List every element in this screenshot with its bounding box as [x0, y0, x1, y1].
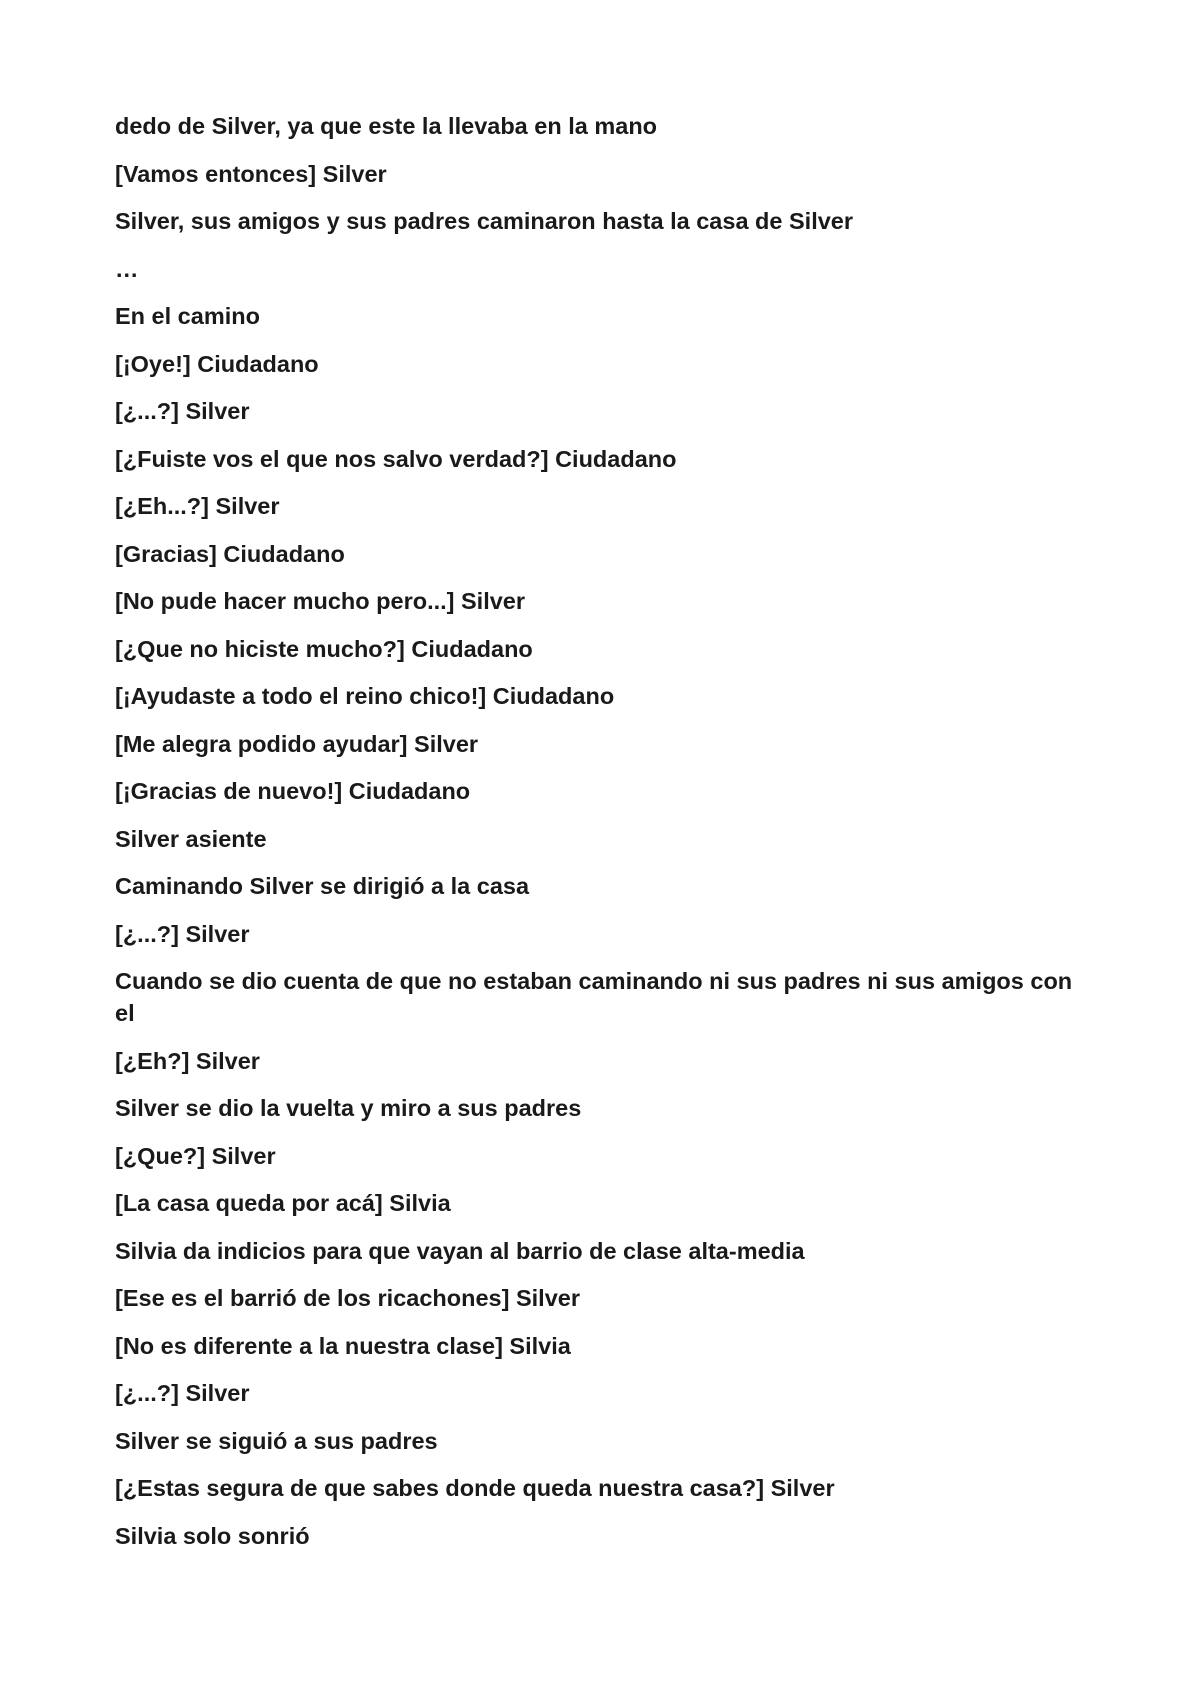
- text-line: [No es diferente a la nuestra clase] Silvia: [115, 1332, 571, 1359]
- text-line: [Gracias] Ciudadano: [115, 540, 345, 567]
- text-line: [Vamos entonces] Silver: [115, 160, 387, 187]
- text-line: Cuando se dio cuenta de que no estaban caminando ni sus padres ni sus amigos con el: [115, 968, 1073, 1026]
- text-line: Silver, sus amigos y sus padres caminaron hasta la casa de Silver: [115, 208, 854, 234]
- text-line: [¿Eh?] Silver: [115, 1047, 260, 1074]
- text-line: En el camino: [115, 303, 260, 329]
- text-line: [¿...?] Silver: [115, 920, 250, 947]
- text-line: Silver asiente: [115, 825, 267, 852]
- text-line: [Ese es el barrió de los ricachones] Silver: [115, 1285, 580, 1311]
- text-line: [No pude hacer mucho pero...] Silver: [115, 588, 526, 614]
- text-line: [La casa queda por acá] Silvia: [115, 1190, 451, 1216]
- text-line: [¡Gracias de nuevo!] Ciudadano: [115, 778, 471, 804]
- text-line: Silvia da indicios para que vayan al barrio de clase alta-media: [115, 1237, 805, 1264]
- text-line: …: [115, 255, 139, 282]
- text-line: [¿Fuiste vos el que nos salvo verdad?] Ciudadano: [115, 445, 677, 472]
- text-line: [¿...?] Silver: [115, 398, 250, 424]
- text-line: [¡Oye!] Ciudadano: [115, 350, 319, 377]
- text-line: [¿Que no hiciste mucho?] Ciudadano: [115, 635, 533, 662]
- text-line: Silver se dio la vuelta y miro a sus padres: [115, 1095, 582, 1121]
- document-body: [115, 110, 1075, 1567]
- text-line: [¿Que?] Silver: [115, 1142, 276, 1169]
- text-line: [¿Estas segura de que sabes donde queda nuestra casa?] Silver: [115, 1475, 835, 1501]
- text-line: [¿...?] Silver: [115, 1380, 250, 1406]
- text-line: Silvia solo sonrió: [115, 1522, 310, 1549]
- text-line: dedo de Silver, ya que este la llevaba en la mano: [115, 113, 658, 139]
- text-line: [Me alegra podido ayudar] Silver: [115, 730, 479, 757]
- text-line: Caminando Silver se dirigió a la casa: [115, 873, 530, 899]
- text-line: Silver se siguió a sus padres: [115, 1427, 438, 1454]
- text-line: [¡Ayudaste a todo el reino chico!] Ciudadano: [115, 683, 615, 709]
- text-line: [¿Eh...?] Silver: [115, 493, 280, 519]
